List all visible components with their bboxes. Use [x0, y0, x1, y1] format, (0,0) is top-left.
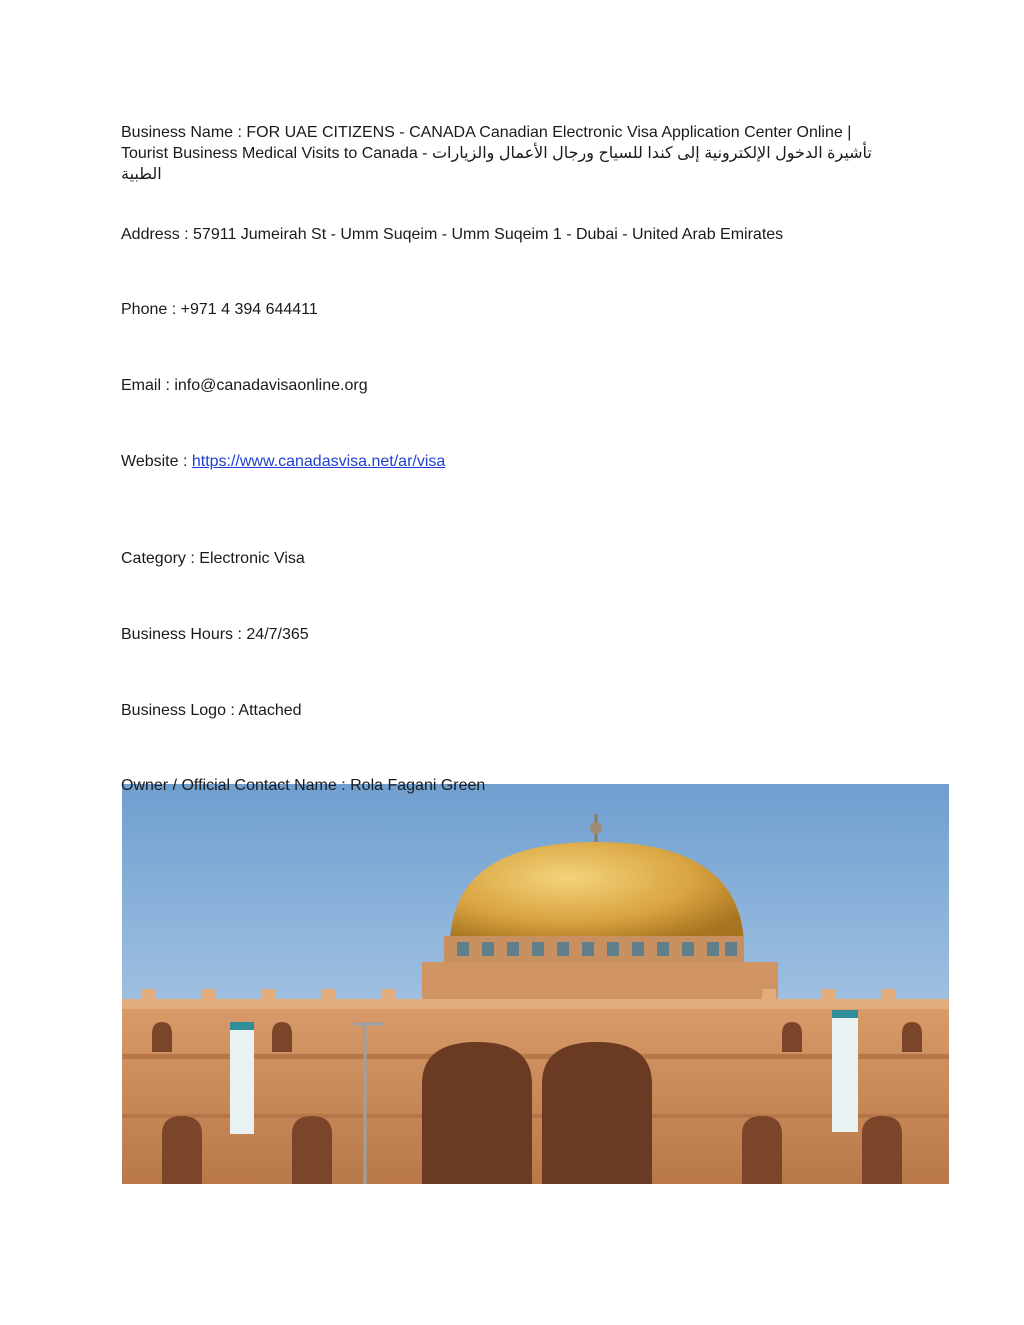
right-banner-top	[832, 1010, 858, 1018]
website-line	[121, 451, 445, 472]
business-name-label: Business Name :	[121, 124, 247, 141]
business-hours-label: Business Hours :	[121, 626, 247, 643]
phone-line	[121, 299, 318, 320]
owner-line	[121, 775, 485, 796]
business-hours-line	[121, 624, 309, 645]
email-line	[121, 375, 368, 396]
address-value: 57911 Jumeirah St - Umm Suqeim - Umm Suqeim 1 - Dubai - United Arab Emirates	[193, 226, 784, 243]
left-arch	[422, 1042, 532, 1184]
business-name-value: FOR UAE CITIZENS - CANADA Canadian Electronic Visa Application Center Online |	[246, 124, 852, 141]
website-link[interactable]: https://www.canadasvisa.net/ar/visa	[191, 453, 446, 470]
building-photo	[122, 784, 949, 1184]
business-name-arabic: تأشيرة الدخول الإلكترونية إلى كندا للسياح ورجال الأعمال والزيارات الطبية	[121, 145, 872, 183]
address-line	[121, 224, 783, 245]
left-banner-top	[230, 1022, 254, 1030]
right-banner	[832, 1010, 858, 1132]
phone-value: +971 4 394 644411	[180, 301, 318, 318]
owner-value: Rola Fagani Green	[350, 777, 486, 794]
business-logo-value: Attached	[238, 702, 302, 719]
right-arch	[542, 1042, 652, 1184]
business-logo-label: Business Logo :	[121, 702, 239, 719]
email-label: Email :	[121, 377, 175, 394]
phone-label: Phone :	[121, 301, 181, 318]
business-name-line	[121, 122, 901, 185]
left-banner	[230, 1022, 254, 1134]
business-name-value-cont: Tourist Business Medical Visits to Canada -	[121, 145, 432, 162]
category-line	[121, 548, 305, 569]
domed-building-illustration	[122, 784, 949, 1184]
category-label: Category :	[121, 550, 200, 567]
upper-tier	[422, 962, 778, 1002]
category-value: Electronic Visa	[199, 550, 305, 567]
business-hours-value: 24/7/365	[246, 626, 309, 643]
address-label: Address :	[121, 226, 194, 243]
business-logo-line	[121, 700, 302, 721]
dome-finial-ball	[590, 822, 602, 834]
email-value: info@canadavisaonline.org	[174, 377, 368, 394]
website-label: Website :	[121, 453, 192, 470]
owner-label: Owner / Official Contact Name :	[121, 777, 351, 794]
